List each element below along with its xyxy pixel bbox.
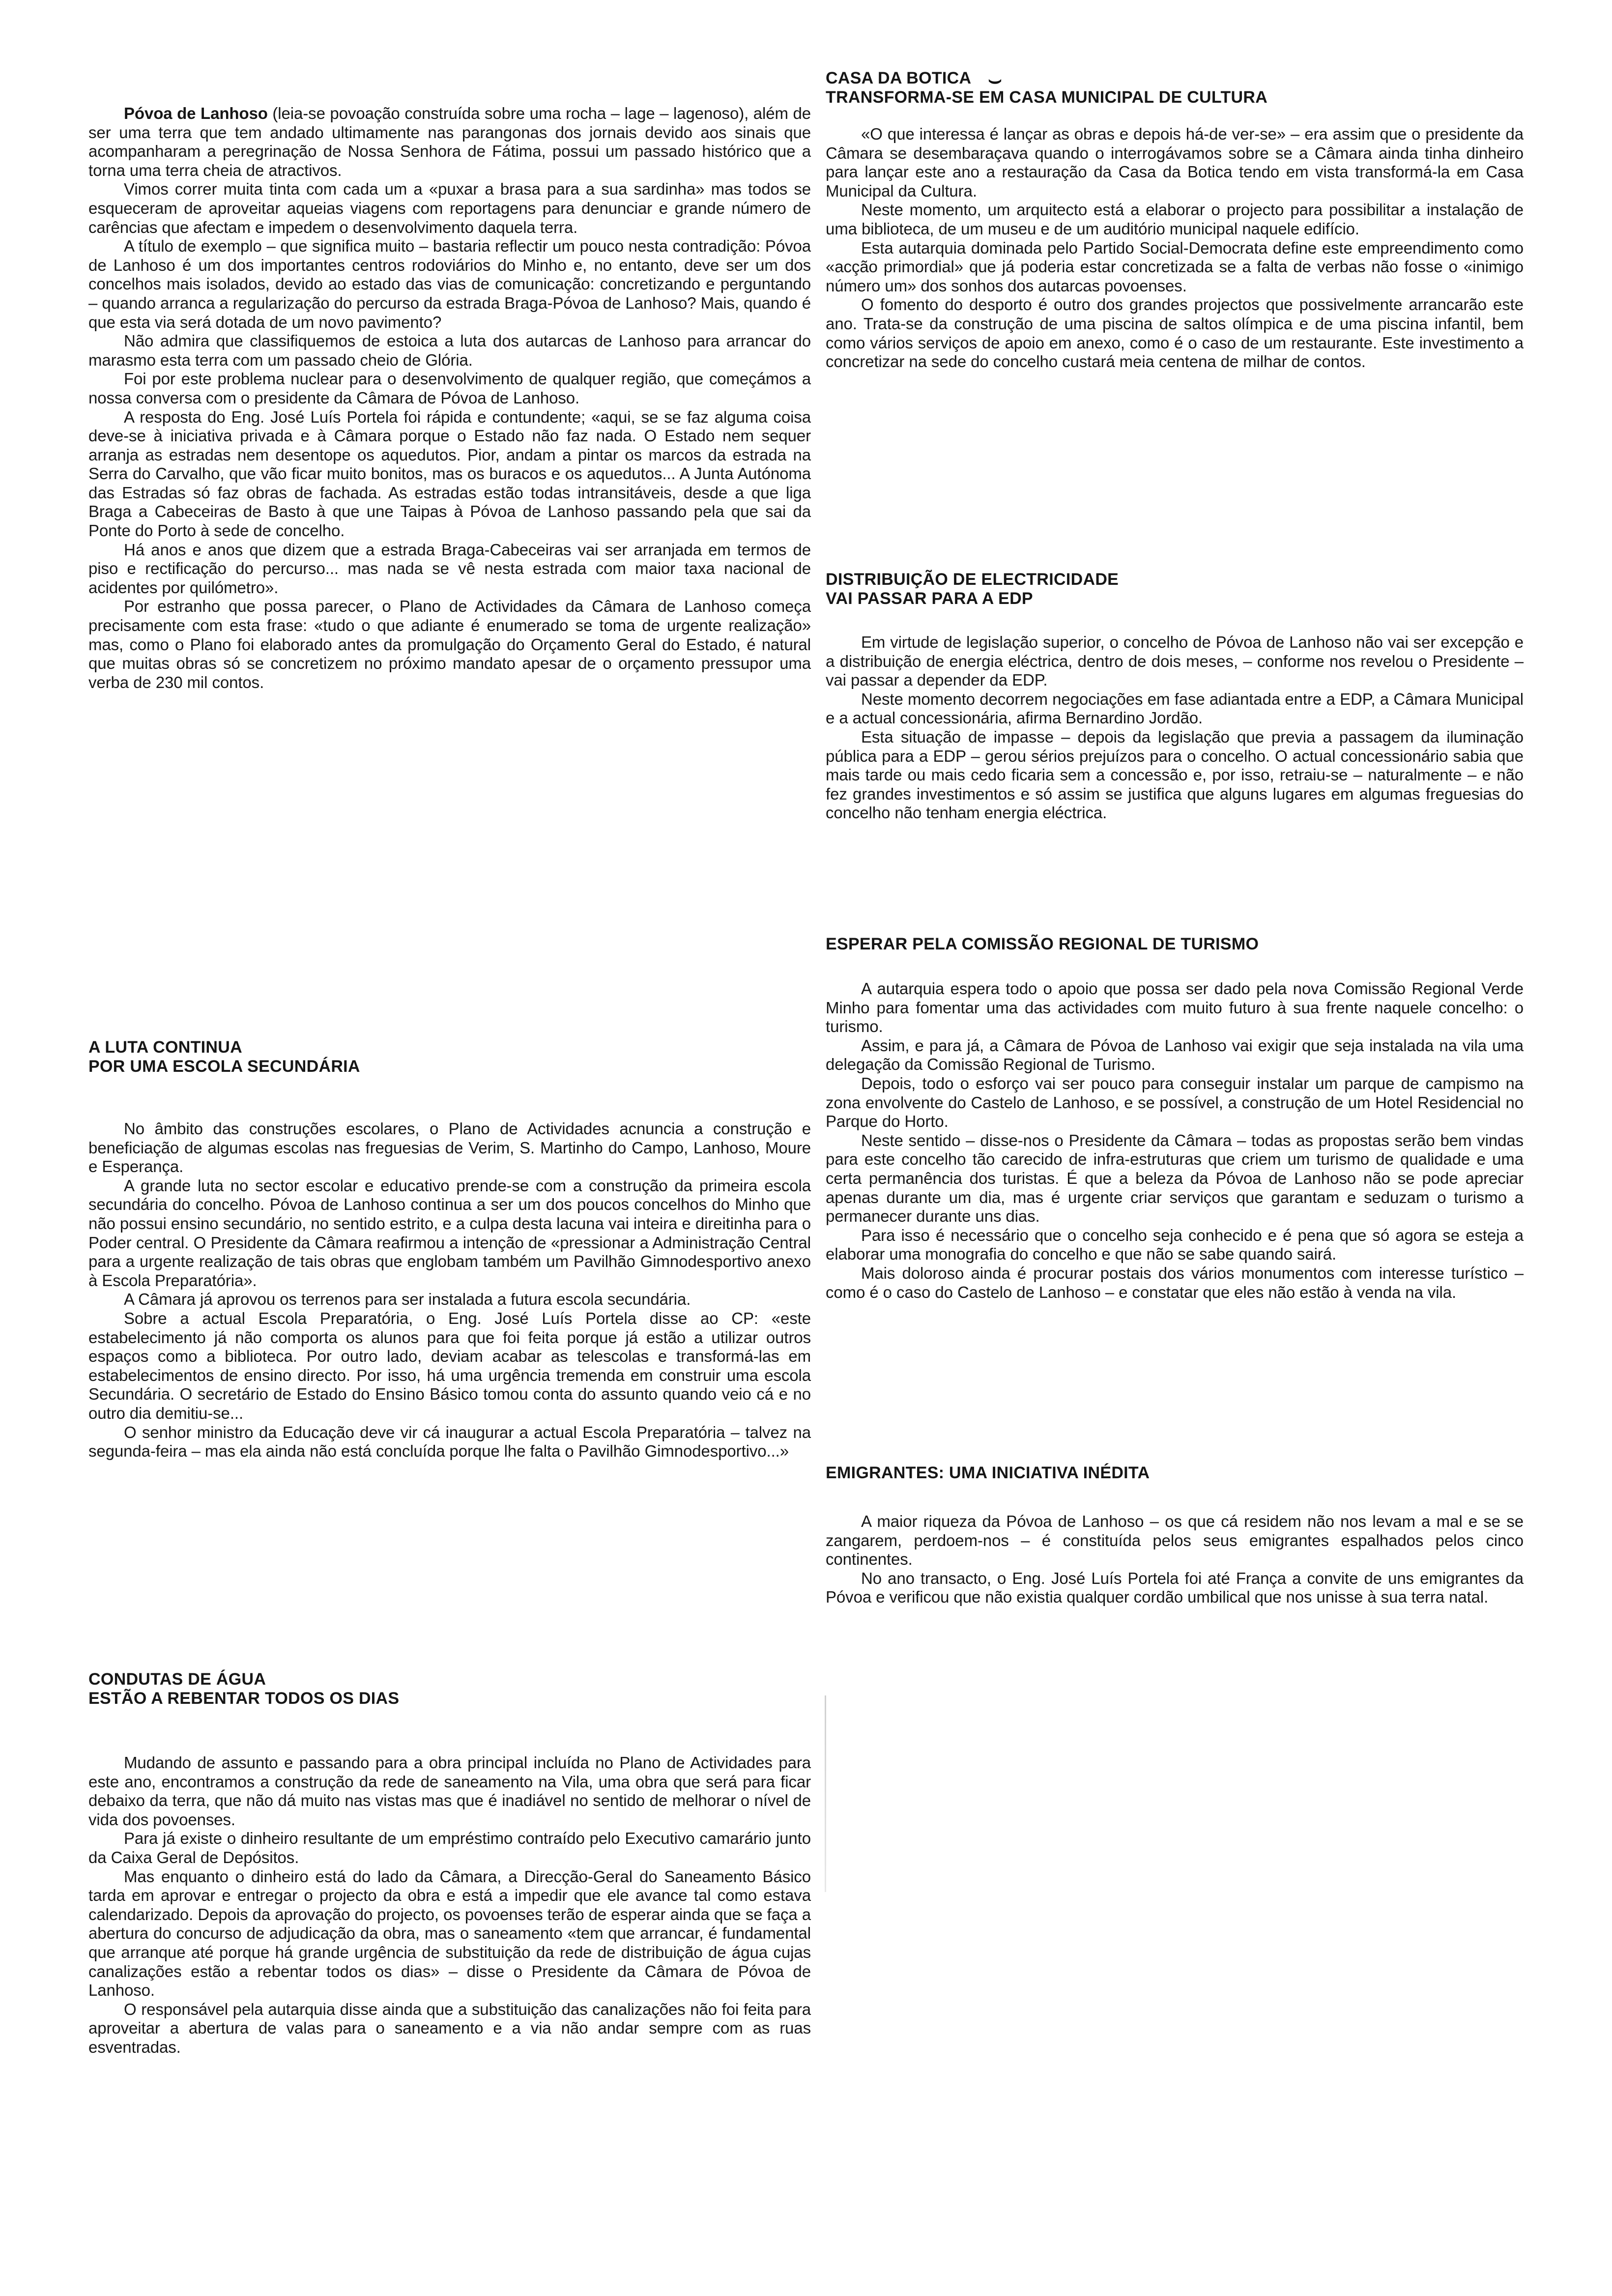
botica-heading-line-1: CASA DA BOTICA <box>826 69 972 87</box>
escola-heading-line-1: A LUTA CONTINUA <box>88 1038 242 1057</box>
escola-paragraph-5: O senhor ministro da Educação deve vir cá inaugurar a actual Escola Preparatória – talvez na segunda-feira – mas ela ainda não está concluída porque lhe falta o Pavilhão Gimnodesportivo...» <box>88 1423 811 1461</box>
emigrantes-paragraph-2: No ano transacto, o Eng. José Luís Portela foi até França a convite de uns emigrantes da Póvoa e verificou que não existia qualquer cordão umbilical que nos unisse à sua terra natal. <box>826 1569 1524 1607</box>
escola-heading-line-2: POR UMA ESCOLA SECUNDÁRIA <box>88 1057 360 1076</box>
intro-paragraph-4: Não admira que classifiquemos de estoica a luta dos autarcas de Lanhoso para arrancar do marasmo esta terra com um passado cheio de Glória. <box>88 332 811 369</box>
agua-paragraph-4: O responsável pela autarquia disse ainda que a substituição das canalizações não foi feita para aproveitar a abertura de valas para o saneamento e a via não andar sempre com as ruas esventradas. <box>88 2000 811 2056</box>
botica-paragraph-1: «O que interessa é lançar as obras e depois há-de ver-se» – era assim que o presidente da Câmara se desembaraçava quando o interrogávamos sobre se a Câmara ainda tinha dinheiro para lançar este ano a restauração da Casa da Botica tendo em vista transformá-la em Casa Municipal da Cultura. <box>826 125 1524 200</box>
agua-heading-line-2: ESTÃO A REBENTAR TODOS OS DIAS <box>88 1689 400 1708</box>
escola-paragraph-4: Sobre a actual Escola Preparatória, o Eng. José Luís Portela disse ao CP: «este estabelecimento já não comporta os alunos para que foi feita porque já estão a utilizar outros espaços como a biblioteca. Por outro lado, deviam acabar as telescolas e transformá-las em estabelecimentos de ensino directo. Por isso, há uma urgência tremenda em construir uma escola Secundária. O secretário de Estado do Ensino Básico tomou conta do assunto quando veio cá e no outro dia demitiu-se... <box>88 1309 811 1422</box>
turismo-paragraph-3: Depois, todo o esforço vai ser pouco para conseguir instalar um parque de campismo na zona envolvente do Castelo de Lanhoso, e se possível, a construção de um Hotel Residencial no Parque do Horto. <box>826 1074 1524 1131</box>
agua-paragraph-1: Mudando de assunto e passando para a obra principal incluída no Plano de Actividades para este ano, encontramos a construção da rede de saneamento na Vila, uma obra que será para ficar debaixo da terra, que não dá muito nas vistas mas que é inadiável no sentido de melhorar o nível de vida dos povoenses. <box>88 1753 811 1829</box>
turismo-paragraph-4: Neste sentido – disse-nos o Presidente da Câmara – todas as propostas serão bem vindas para este concelho tão carecido de infra-estruturas que criem um turismo de qualidade e uma certa permanência dos turistas. É que a beleza da Póvoa de Lanhoso não se pode apreciar apenas durante um dia, mas é urgente criar serviços que garantam e seduzam o turismo a permanecer durante uns dias. <box>826 1131 1524 1226</box>
agua-heading-line-1: CONDUTAS DE ÁGUA <box>88 1670 266 1689</box>
edp-paragraph-1: Em virtude de legislação superior, o concelho de Póvoa de Lanhoso não vai ser excepção e a distribuição de energia eléctrica, dentro de dois meses, – conforme nos revelou o Presidente – vai passar a depender da EDP. <box>826 633 1524 689</box>
turismo-paragraph-2: Assim, e para já, a Câmara de Póvoa de Lanhoso vai exigir que seja instalada na vila uma delegação da Comissão Regional de Turismo. <box>826 1036 1524 1074</box>
botica-paragraph-3: Esta autarquia dominada pelo Partido Social-Democrata define este empreendimento como «acção primordial» que já poderia estar concretizada se a falta de verbas não fosse o «inimigo número um» dos sonhos dos autarcas povoenses. <box>826 238 1524 295</box>
intro-paragraph-1: Póvoa de Lanhoso (leia-se povoação construída sobre uma rocha – lage – lagenoso), além de ser uma terra que tem andado ultimamente nas parangonas dos jornais devido aos sinais que acompanharam a peregrinação de Nossa Senhora de Fátima, possui um passado histórico que a torna uma terra cheia de atractivos. <box>88 104 811 179</box>
scan-column-rule <box>825 1695 826 1892</box>
escola-paragraph-2: A grande luta no sector escolar e educativo prende-se com a construção da primeira escola secundária do concelho. Póvoa de Lanhoso continua a ser um dos poucos concelhos do Minho que não possui ensino secundário, no sentido estrito, e a culpa desta lacuna vai inteira e direitinha para o Poder central. O Presidente da Câmara reafirmou a intenção de «pressionar a Administração Central para a urgente realização de tais obras que englobam também um Pavilhão Gimnodesportivo anexo à Escola Preparatória». <box>88 1176 811 1290</box>
intro-paragraph-5: Foi por este problema nuclear para o desenvolvimento de qualquer região, que começámos a nossa conversa com o presidente da Câmara de Póvoa de Lanhoso. <box>88 370 811 407</box>
intro-paragraph-7: Há anos e anos que dizem que a estrada Braga-Cabeceiras vai ser arranjada em termos de piso e rectificação do percurso... mas nada se vê nesta estrada com maior taxa nacional de acidentes por quilómetro». <box>88 540 811 597</box>
agua-paragraph-3: Mas enquanto o dinheiro está do lado da Câmara, a Direcção-Geral do Saneamento Básico tarda em aprovar e entregar o projecto da obra e está a impedir que ele avance tal como estava calendarizado. Depois da aprovação do projecto, os povoenses terão de esperar ainda que se faça a abertura do concurso de adjudicação da obra, mas o saneamento «tem que arrancar, é fundamental que arranque até porque há grande urgência de substituição da rede de distribuição de água cujas canalizações estão a rebentar todos os dias» – disse o Presidente da Câmara de Póvoa de Lanhoso. <box>88 1867 811 2000</box>
escola-paragraph-3: A Câmara já aprovou os terrenos para ser instalada a futura escola secundária. <box>124 1290 691 1309</box>
botica-heading-line-2: TRANSFORMA-SE EM CASA MUNICIPAL DE CULTURA <box>826 88 1268 107</box>
turismo-section <box>826 935 1524 1302</box>
intro-paragraph-2: Vimos correr muita tinta com cada um a «puxar a brasa para a sua sardinha» mas todos se esqueceram de aproveitar aqueias viagens com reportagens para denunciar e grande número de carências que afectam e impedem o desenvolvimento daquela terra. <box>88 180 811 236</box>
botica-paragraph-4: O fomento do desporto é outro dos grandes projectos que possivelmente arrancarão este ano. Trata-se da construção de uma piscina de saltos olímpica e de uma piscina infantil, bem como vários serviços de apoio em anexo, como é o caso de um restaurante. Este investimento a concretizar na sede do concelho custará meia centena de milhar de contos. <box>826 295 1524 371</box>
intro-section <box>88 104 811 692</box>
edp-heading-line-2: VAI PASSAR PARA A EDP <box>826 589 1033 608</box>
edp-section <box>826 570 1524 823</box>
botica-paragraph-2: Neste momento, um arquitecto está a elaborar o projecto para possibilitar a instalação de uma biblioteca, de um museu e de um auditório municipal naquele edifício. <box>826 201 1524 238</box>
turismo-heading: ESPERAR PELA COMISSÃO REGIONAL DE TURISMO <box>826 935 1259 953</box>
agua-paragraph-2: Para já existe o dinheiro resultante de um empréstimo contraído pelo Executivo camarário junto da Caixa Geral de Depósitos. <box>88 1829 811 1866</box>
emigrantes-section <box>826 1464 1524 1607</box>
handwritten-arrow-mark: ⌣ <box>988 68 1002 92</box>
intro-paragraph-6: A resposta do Eng. José Luís Portela foi rápida e contundente; «aqui, se se faz alguma coisa deve-se à iniciativa privada e à Câmara porque o Estado não faz nada. O Estado nem sequer arranja as estradas nem desentope os aquedutos. Pior, andam a pintar os marcos da estrada na Serra do Carvalho, que vão ficar muito bonitos, mas os buracos e os aquedutos... A Junta Autónoma das Estradas só faz obras de fachada. As estradas estão todas intransitáveis, desde a que liga Braga a Cabeceiras de Basto à que une Taipas à Póvoa de Lanhoso passando pela que sai da Ponte do Porto à sede de concelho. <box>88 407 811 540</box>
intro-paragraph-3: A título de exemplo – que significa muito – bastaria reflectir um pouco nesta contradição: Póvoa de Lanhoso é um dos importantes centros rodoviários do Minho e, no entanto, deve ser um dos concelhos mais isolados, devido ao estado das vias de comunicação: concretizando e perguntando – quando arranca a regularização do percurso da estrada Braga-Póvoa de Lanhoso? Mais, quando é que esta via será dotada de um novo pavimento? <box>88 237 811 331</box>
turismo-paragraph-1: A autarquia espera todo o apoio que possa ser dado pela nova Comissão Regional Verde Minho para fomentar uma das actividades com muito futuro à sua frente naquele concelho: o turismo. <box>826 979 1524 1036</box>
intro-paragraph-8: Por estranho que possa parecer, o Plano de Actividades da Câmara de Lanhoso começa precisamente com esta frase: «tudo o que adiante é enumerado se toma de urgente realização» mas, como o Plano foi elaborado antes da promulgação do Orçamento Geral do Estado, é natural que muitas obras só se concretizem no próximo mandato apesar de o orçamento pressupor uma verba de 230 mil contos. <box>88 597 811 691</box>
edp-paragraph-2: Neste momento decorrem negociações em fase adiantada entre a EDP, a Câmara Municipal e a actual concessionária, afirma Bernardino Jordão. <box>826 689 1524 727</box>
escola-section <box>88 1038 811 1461</box>
escola-paragraph-1: No âmbito das construções escolares, o Plano de Actividades acnuncia a construção e beneficiação de algumas escolas nas freguesias de Verim, S. Martinho do Campo, Lanhoso, Moure e Esperança. <box>88 1119 811 1176</box>
botica-section <box>826 69 1524 372</box>
turismo-paragraph-6: Mais doloroso ainda é procurar postais dos vários monumentos com interesse turístico – como é o caso do Castelo de Lanhoso – e constatar que eles não estão à venda na vila. <box>826 1263 1524 1301</box>
emigrantes-heading: EMIGRANTES: UMA INICIATIVA INÉDITA <box>826 1464 1150 1482</box>
turismo-paragraph-5: Para isso é necessário que o concelho seja conhecido e é pena que só agora se esteja a elaborar uma monografia do concelho e que não se sabe quando sairá. <box>826 1226 1524 1263</box>
edp-paragraph-3: Esta situação de impasse – depois da legislação que previa a passagem da iluminação pública para a EDP – gerou sérios prejuízos para o concelho. O actual concessionário sabia que mais tarde ou mais cedo ficaria sem a concessão e, por isso, retraiu-se – naturalmente – e não fez grandes investimentos e só assim se justifica que alguns lugares em algumas freguesias do concelho não tenham energia eléctrica. <box>826 727 1524 822</box>
emigrantes-paragraph-1: A maior riqueza da Póvoa de Lanhoso – os que cá residem não nos levam a mal e se se zangarem, perdoem-nos – é constituída pelos seus emigrantes espalhados pelos cinco continentes. <box>826 1512 1524 1569</box>
intro-lede: Póvoa de Lanhoso <box>124 104 268 122</box>
edp-heading-line-1: DISTRIBUIÇÃO DE ELECTRICIDADE <box>826 570 1119 589</box>
agua-section <box>88 1670 811 2057</box>
